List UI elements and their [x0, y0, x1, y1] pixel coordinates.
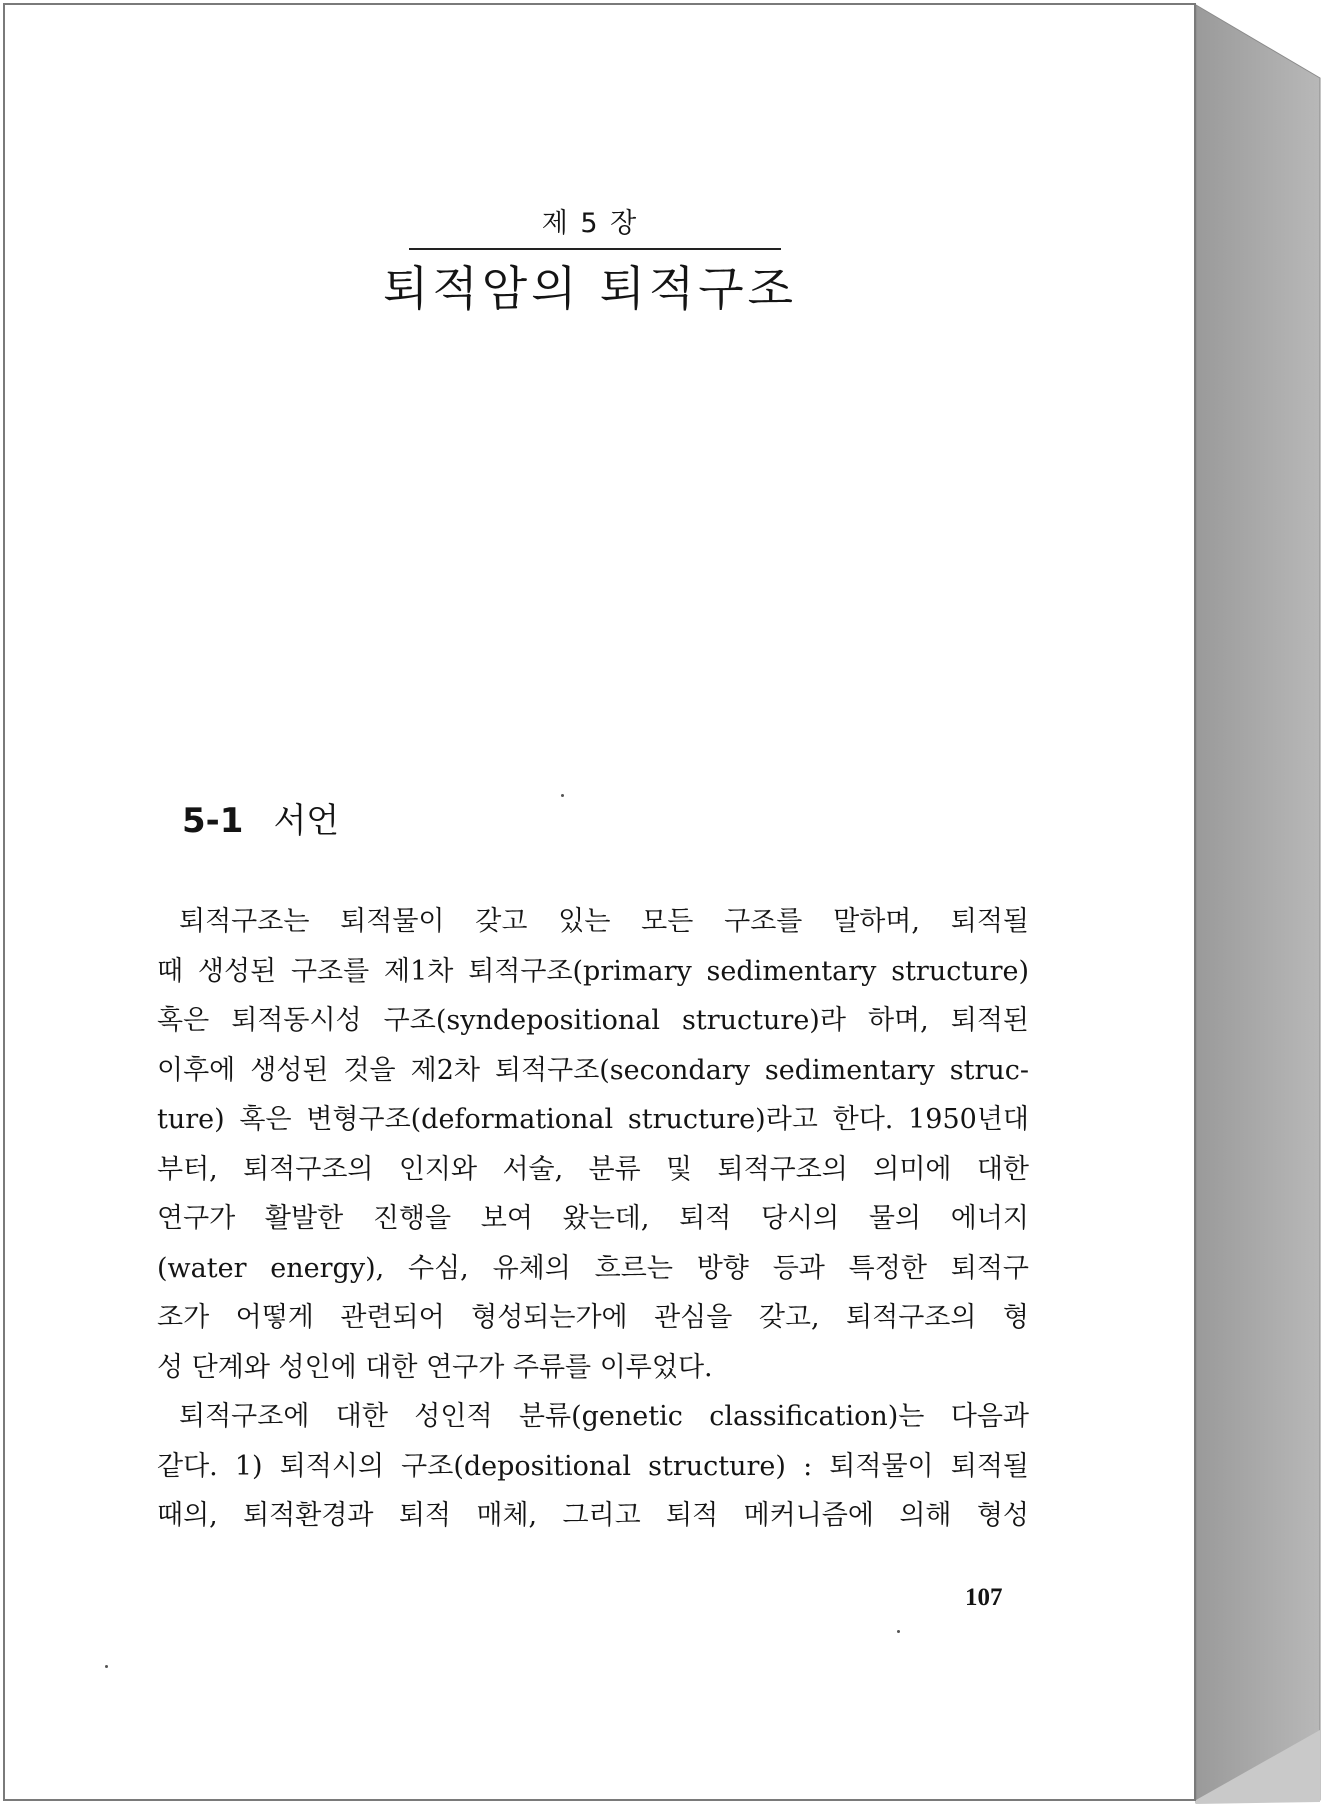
- section-number: 5-1: [182, 801, 244, 841]
- text-line: 같다. 1) 퇴적시의 구조(depositional structure) : 퇴적물이 퇴적될: [157, 1450, 1029, 1482]
- title-divider: [409, 248, 781, 250]
- text-line: 연구가 활발한 진행을 보여 왔는데, 퇴적 당시의 물의 에너지: [157, 1203, 1029, 1234]
- section-title: 서언: [273, 801, 340, 841]
- chapter-label: 제 5 장: [541, 208, 639, 239]
- book-page: [3, 3, 1196, 1801]
- scan-speck: [105, 1665, 108, 1668]
- scan-speck: [897, 1630, 900, 1633]
- text-line: (water energy), 수심, 유체의 흐르는 방향 등과 특정한 퇴적구: [157, 1252, 1029, 1284]
- text-line: 성 단계와 성인에 대한 연구가 주류를 이루었다.: [157, 1351, 713, 1383]
- body-text: [157, 897, 1029, 1541]
- scan-speck: [561, 794, 564, 797]
- text-line: 부터, 퇴적구조의 인지와 서술, 분류 및 퇴적구조의 의미에 대한: [157, 1153, 1029, 1185]
- text-line: 퇴적구조는 퇴적물이 갖고 있는 모든 구조를 말하며, 퇴적될: [179, 906, 1029, 937]
- text-line: 퇴적구조에 대한 성인적 분류(genetic classification)는 다음과: [179, 1401, 1029, 1432]
- text-line: ture) 혹은 변형구조(deformational structure)라고 한다. 1950년대: [157, 1104, 1029, 1135]
- section-heading: [182, 793, 339, 842]
- text-line: 때의, 퇴적환경과 퇴적 매체, 그리고 퇴적 메커니즘에 의해 형성: [157, 1500, 1029, 1531]
- chapter-title: 퇴적암의 퇴적구조: [382, 262, 798, 317]
- text-line: 이후에 생성된 것을 제2차 퇴적구조(secondary sedimentary struc-: [157, 1054, 1029, 1086]
- text-line: 때 생성된 구조를 제1차 퇴적구조(primary sedimentary structure): [157, 955, 1029, 987]
- page-number: 107: [965, 1584, 1003, 1611]
- text-line: 혹은 퇴적동시성 구조(syndepositional structure)라 하며, 퇴적된: [157, 1005, 1029, 1036]
- text-line: 조가 어떻게 관련되어 형성되는가에 관심을 갖고, 퇴적구조의 형: [157, 1302, 1029, 1333]
